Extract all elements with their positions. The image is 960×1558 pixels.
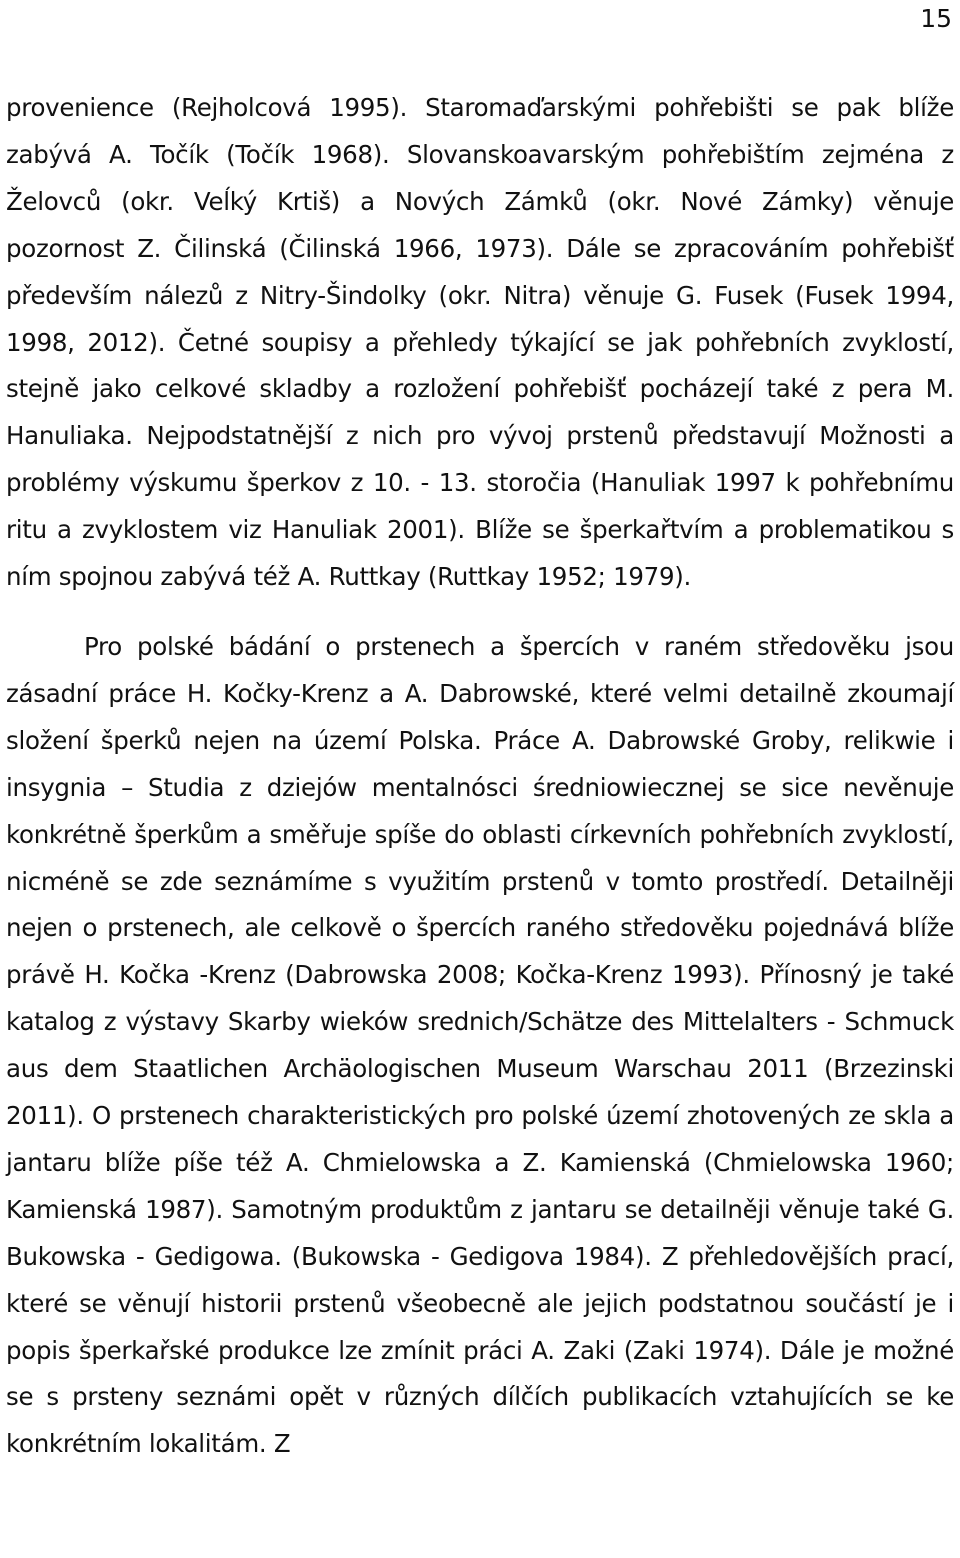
paragraph-1: provenience (Rejholcová 1995). Staromaďarskými pohřebišti se pak blíže zabývá A. Točík (Točík 1968). Slovanskoavarským pohřebištím zejména z Želovců (okr. Veĺký Krtiš) a Nových Zámků (okr. Nové Zámky) věnuje pozornost Z. Čilinská (Čilinská 1966, 1973). Dále se zpracováním pohřebišť především nálezů z Nitry-Šindolky (okr. Nitra) věnuje G. Fusek (Fusek 1994, 1998, 2012). Četné soupisy a přehledy týkající se jak pohřebních zvyklostí, stejně jako celkové skladby a rozložení pohřebišť pocházejí také z pera M. Hanuliaka. Nejpodstatnější z nich pro vývoj prstenů představují Možnosti a problémy výskumu šperkov z 10. - 13. storočia (Hanuliak 1997 k pohřebnímu ritu a zvyklostem viz Hanuliak 2001). Blíže se šperkařtvím a problematikou s ním spojnou zabývá též A. Ruttkay (Ruttkay 1952; 1979). xyxy=(6,93,954,592)
paragraph-2: Pro polské bádání o prstenech a špercích v raném středověku jsou zásadní práce H. Kočky-Krenz a A. Dabrowské, které velmi detailně zkoumají složení šperků nejen na území Polska. Práce A. Dabrowské Groby, relikwie i insygnia – Studia z dziejów mentalnósci średniowiecznej se sice nevěnuje konkrétně šperkům a směřuje spíše do oblasti církevních pohřebních zvyklostí, nicméně se zde seznámíme s využitím prstenů v tomto prostředí. Detailněji nejen o prstenech, ale celkově o špercích raného středověku pojednává blíže právě H. Kočka -Krenz (Dabrowska 2008; Kočka-Krenz 1993). Přínosný je také katalog z výstavy Skarby wieków srednich/Schätze des Mittelalters - Schmuck aus dem Staatlichen Archäologischen Museum Warschau 2011 (Brzezinski 2011). O prstenech charakteristických pro polské území zhotovených ze skla a jantaru blíže píše též A. Chmielowska a Z. Kamienská (Chmielowska 1960; Kamienská 1987). Samotným produktům z jantaru se detailněji věnuje také G. Bukowska - Gedigowa. (Bukowska - Gedigova 1984). Z přehledovějších prací, které se věnují historii prstenů všeobecně ale jejich podstatnou součástí je i popis šperkařské produkce lze zmínit práci A. Zaki (Zaki 1974). Dále je možné se s prsteny seznámi opět v různých dílčích publikacích vztahujících se ke konkrétním lokalitám. Z xyxy=(6,631,954,1459)
page-number: 15 xyxy=(920,4,952,33)
document-body xyxy=(6,85,954,1468)
